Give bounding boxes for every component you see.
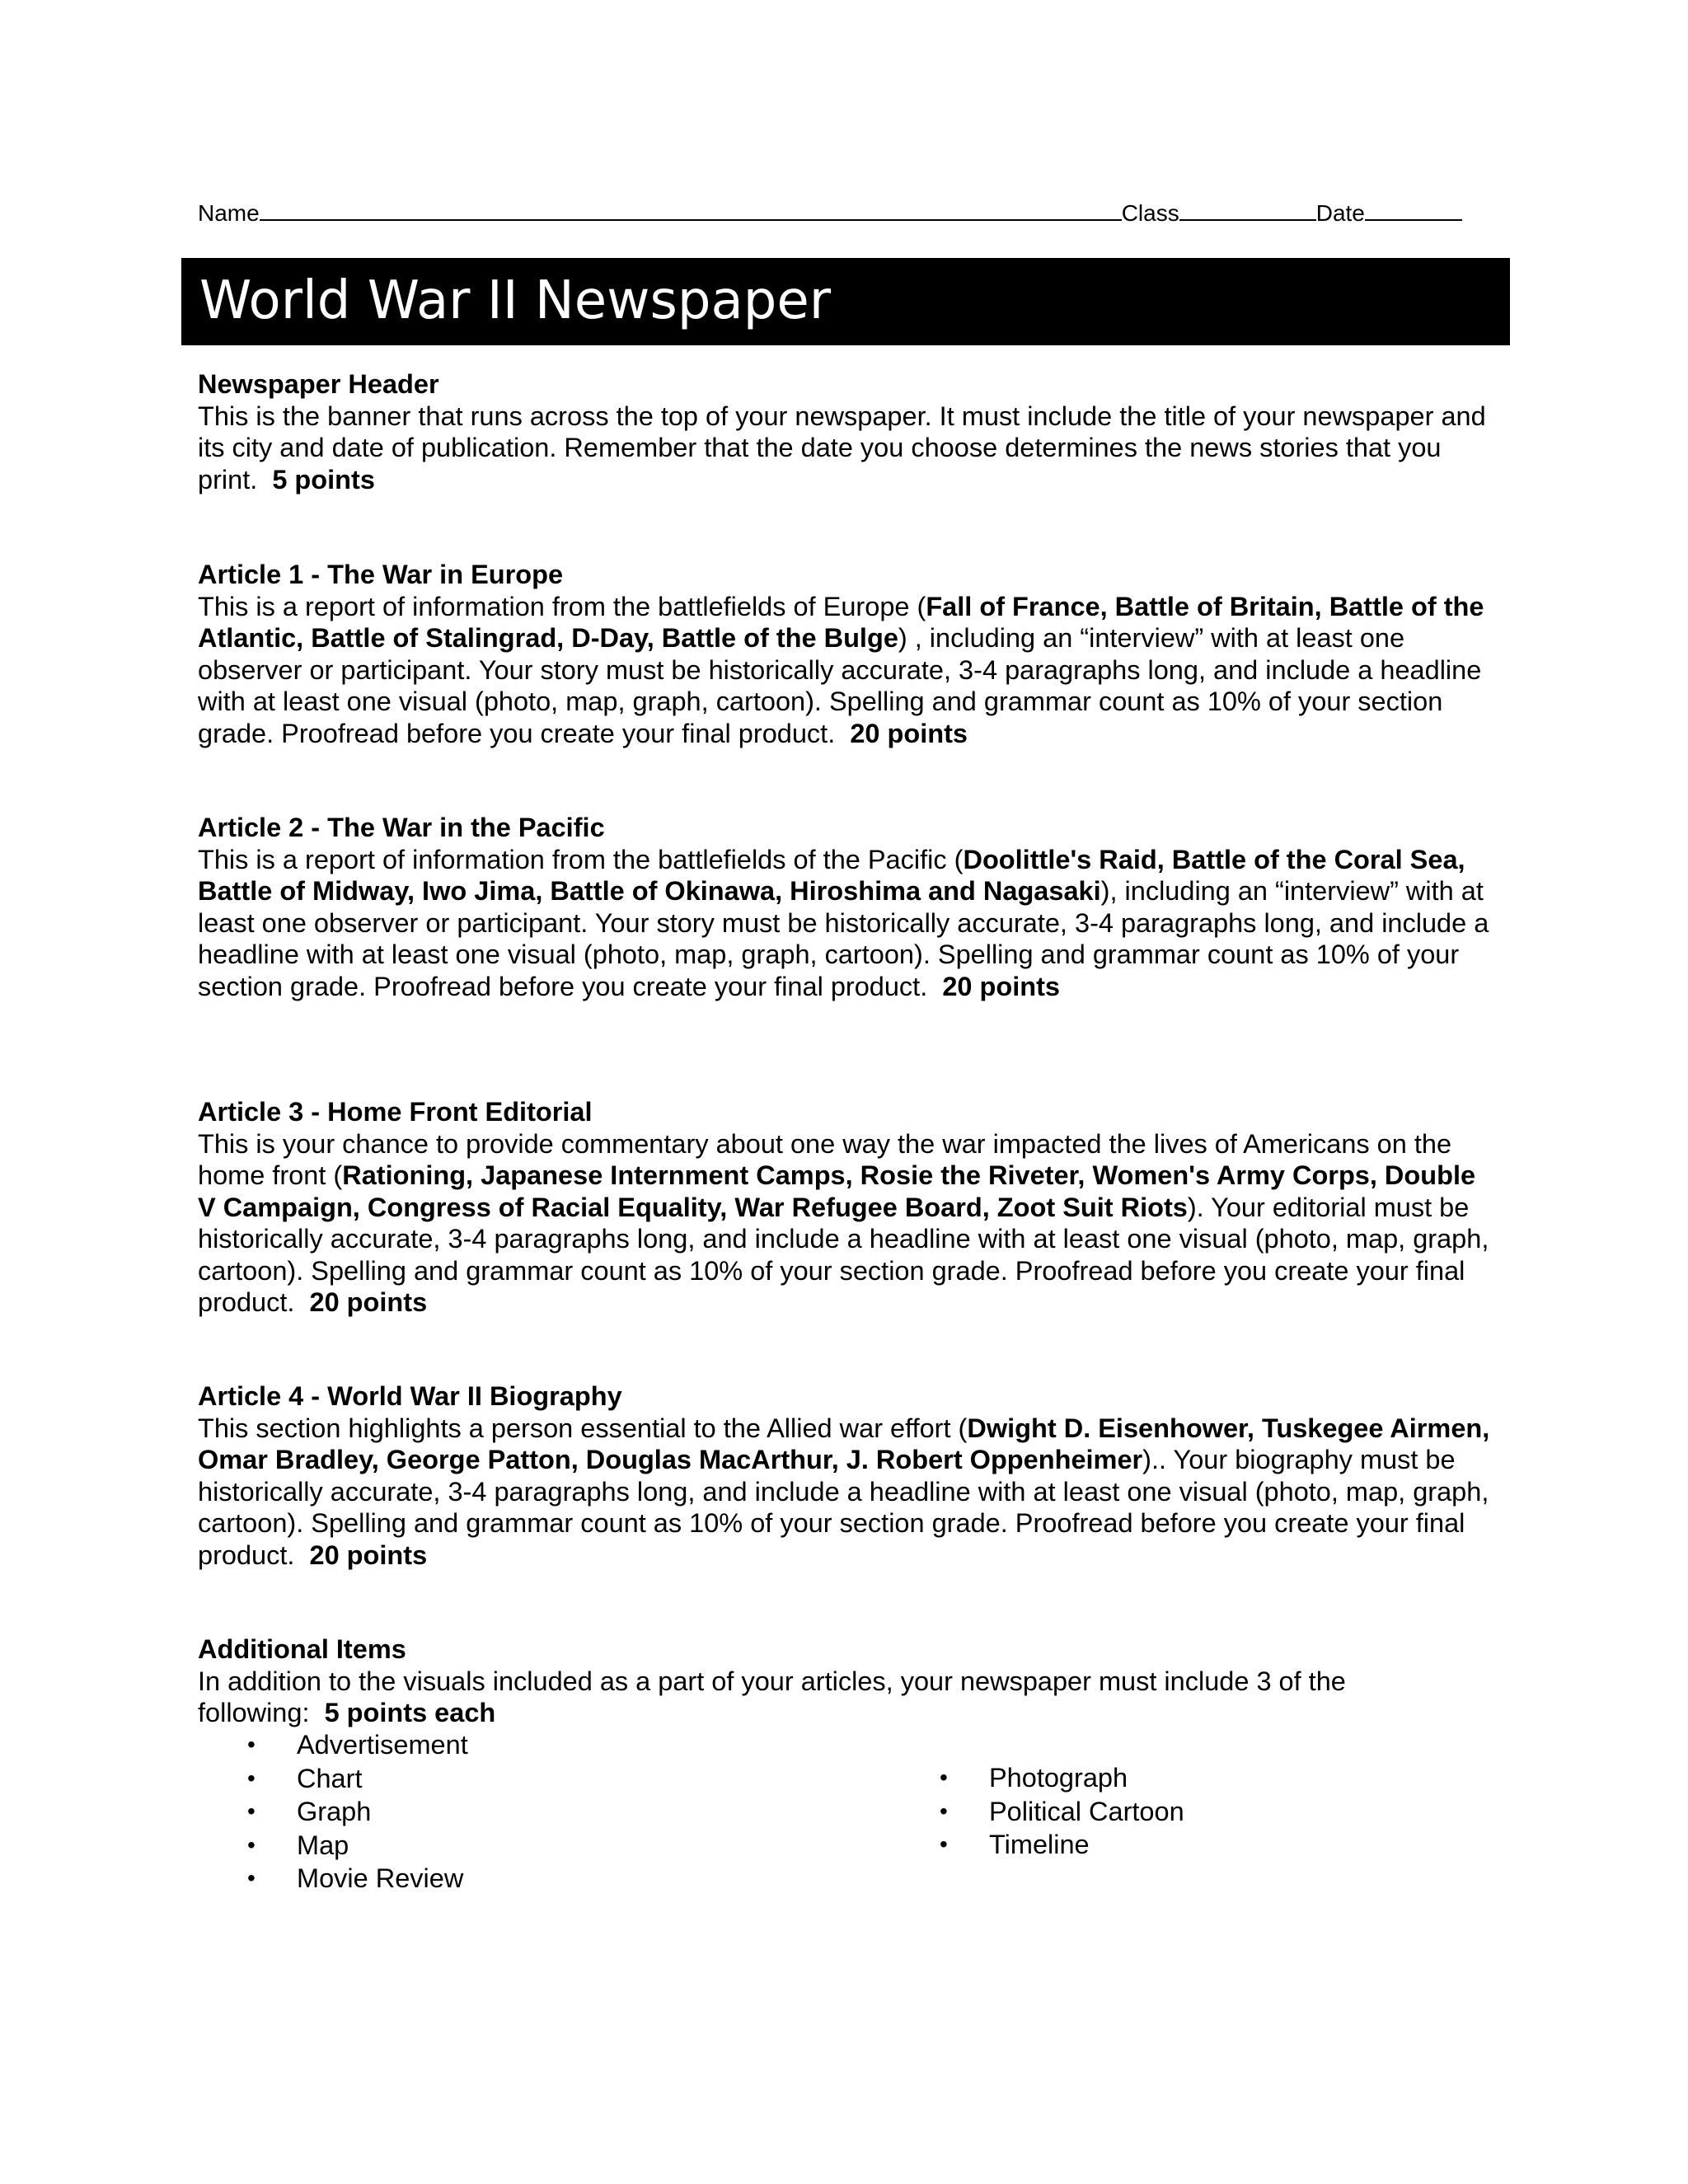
bullet-icon: •: [247, 1831, 256, 1858]
list-item: [890, 1761, 1184, 1795]
section-article-2: [198, 812, 1500, 1002]
name-label: Name: [198, 200, 260, 226]
section-points: 20 points: [309, 1540, 428, 1570]
class-blank[interactable]: [1179, 196, 1316, 221]
section-additional-items: [198, 1633, 1418, 1729]
list-item-label: Chart: [297, 1763, 363, 1793]
bullet-icon: •: [247, 1765, 256, 1791]
section-body-text: ), including an “interview” with at least one observer or participant. Your story must be historically accurate, 3-4 paragraphs long, and include a headline with at least one visual (photo, map, graph, cartoon). Spelling and grammar count as 10% of your section grade. Proofread before you create your final product.: [198, 876, 1489, 1001]
section-article-4: [198, 1380, 1500, 1571]
section-topics: Rationing, Japanese Internment Camps, Rosie the Riveter, Women's Army Corps, Double V Campaign, Congress of Racial Equality, War Refugee Board, Zoot Suit Riots: [198, 1160, 1476, 1222]
section-article-3: [198, 1096, 1500, 1319]
class-label: Class: [1121, 200, 1179, 226]
date-blank[interactable]: [1365, 196, 1462, 221]
list-item: [890, 1795, 1184, 1829]
list-item-label: Graph: [297, 1797, 372, 1826]
list-item: [198, 1862, 468, 1896]
section-intro-text: This is a report of information from the battlefields of Europe (: [198, 591, 926, 621]
list-item: [198, 1829, 468, 1863]
section-heading: Article 1 - The War in Europe: [198, 560, 564, 589]
additional-items-list-right: [890, 1761, 1184, 1862]
date-label: Date: [1315, 200, 1365, 226]
list-item-label: Advertisement: [297, 1730, 468, 1760]
list-item-label: Movie Review: [297, 1863, 464, 1893]
section-body: [198, 844, 1500, 1003]
list-item: [198, 1795, 468, 1829]
student-info-line: [198, 196, 1490, 229]
section-points: 20 points: [309, 1287, 428, 1317]
list-item-label: Political Cartoon: [989, 1796, 1184, 1826]
section-heading: Article 3 - Home Front Editorial: [198, 1097, 593, 1127]
section-points: 20 points: [942, 971, 1060, 1001]
section-topics: Dwight D. Eisenhower, Tuskegee Airmen, Omar Bradley, George Patton, Douglas MacArthur, J. Robert Oppenheimer: [198, 1413, 1490, 1474]
bullet-icon: •: [940, 1797, 948, 1824]
section-body: [198, 591, 1500, 750]
page-title: World War II Newspaper: [199, 270, 831, 331]
section-points: 5 points: [272, 464, 375, 494]
list-item-label: Timeline: [989, 1830, 1090, 1859]
section-heading: Article 2 - The War in the Pacific: [198, 813, 605, 842]
section-topics: Fall of France, Battle of Britain, Battle of the Atlantic, Battle of Stalingrad, D-Day, Battle of the Bulge: [198, 591, 1484, 653]
list-item-label: Photograph: [989, 1763, 1128, 1793]
list-item: [198, 1762, 468, 1796]
bullet-icon: •: [247, 1798, 256, 1824]
bullet-icon: •: [247, 1865, 256, 1891]
section-body: [198, 1666, 1418, 1729]
section-body-text: ). Your editorial must be historically accurate, 3-4 paragraphs long, and include a headline with at least one visual (photo, map, graph, cartoon). Spelling and grammar count as 10% of your section grade. Proofread before you create your final product.: [198, 1192, 1489, 1317]
section-heading: Article 4 - World War II Biography: [198, 1381, 622, 1411]
section-heading: Newspaper Header: [198, 369, 439, 399]
list-item-label: Map: [297, 1830, 349, 1860]
section-body: [198, 401, 1500, 496]
bullet-icon: •: [940, 1765, 948, 1790]
section-intro-text: This section highlights a person essential to the Allied war effort (: [198, 1413, 968, 1443]
section-intro-text: This is your chance to provide commentary about one way the war impacted the lives of Americans on the home front (: [198, 1128, 1452, 1190]
title-banner: [181, 258, 1510, 345]
additional-items-list-left: [198, 1728, 468, 1896]
section-body: [198, 1128, 1500, 1319]
section-points: 20 points: [850, 718, 968, 748]
section-body-text: ) , including an “interview” with at least one observer or participant. Your story must be historically accurate, 3-4 paragraphs long, and include a headline with at least one visual (photo, map, graph, cartoon). Spelling and grammar count as 10% of your section grade. Proofread before you create your final product.: [198, 623, 1482, 748]
section-newspaper-header: [198, 368, 1500, 495]
section-heading: Additional Items: [198, 1634, 406, 1664]
bullet-icon: •: [940, 1831, 948, 1857]
section-intro-text: This is a report of information from the battlefields of the Pacific (: [198, 844, 964, 874]
section-body-text: This is the banner that runs across the top of your newspaper. It must include the title of your newspaper and its city and date of publication. Remember that the date you choose determines the news stories that you print.: [198, 401, 1486, 494]
name-blank[interactable]: [260, 196, 1122, 221]
list-item: [890, 1828, 1184, 1862]
list-item: [198, 1728, 468, 1762]
section-body: [198, 1413, 1500, 1572]
section-topics: Doolittle's Raid, Battle of the Coral Sea, Battle of Midway, Iwo Jima, Battle of Okinawa, Hiroshima and Nagasaki: [198, 844, 1465, 906]
section-body-text: ).. Your biography must be historically accurate, 3-4 paragraphs long, and include a headline with at least one visual (photo, map, graph, cartoon). Spelling and grammar count as 10% of your section grade. Proofread before you create your final product.: [198, 1445, 1489, 1570]
section-body-text: In addition to the visuals included as a part of your articles, your newspaper must include 3 of the following:: [198, 1666, 1346, 1727]
section-article-1: [198, 559, 1500, 749]
section-points: 5 points each: [324, 1698, 496, 1727]
bullet-icon: •: [247, 1732, 256, 1757]
